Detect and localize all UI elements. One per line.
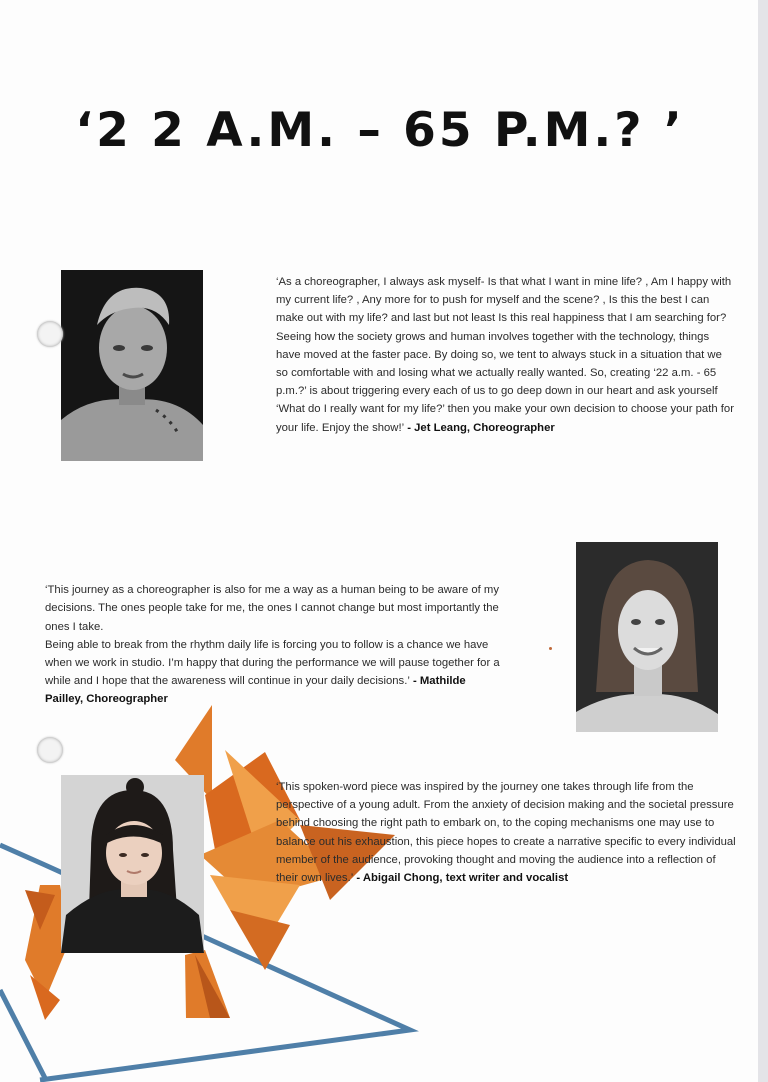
portrait-photo	[576, 542, 718, 732]
writer-photo-abigail	[61, 775, 204, 953]
page-edge	[758, 0, 768, 1082]
binder-hole	[37, 737, 63, 763]
quote-block-jet	[276, 273, 736, 437]
page-title: ‘2 2 A.M. – 65 P.M.? ’	[75, 103, 685, 158]
quote-credit: - Mathilde Pailley, Choreographer	[45, 675, 466, 706]
binder-hole	[37, 321, 63, 347]
orange-shard	[230, 910, 290, 970]
quote-block-abigail	[276, 778, 736, 887]
portrait-photo	[61, 270, 203, 461]
choreographer-photo-jet	[61, 270, 203, 461]
blue-line	[0, 990, 45, 1078]
choreographer-photo-mathilde	[576, 542, 718, 732]
quote-text: ‘This journey as a choreographer is also for me a way as a human being to be aware of my decisions. The ones people take for me, the ones I cannot change but most importantly the ones I take. Being able to break from the rhythm daily life is forcing you to follow is a chance we have when we work in studio. I’m happy that during the performance we will pause together for a while and I hope that the awareness will continue in your daily decisions.’	[45, 584, 500, 688]
quote-credit: - Jet Leang, Choreographer	[404, 421, 555, 434]
quote-text: ‘As a choreographer, I always ask myself- Is that what I want in mine life? , Am I happy with my current life? , Any more for to push for myself and the scene? , Is this the best I can make out with my life? and last but not least Is this real happiness that I am searching for? Seeing how the society grows and human involves together with the technology, things have moved at the faster pace. By doing so, we tent to always stuck in a situation that we so comfortable with and losing what we actually really wanted. So, creating ‘22 a.m. - 65 p.m.?’ is about triggering every each of us to go deep down in our heart and ask yourself ‘What do I really want for my life?’ then you make your own decision to choose your path for your life. Enjoy the show!’	[276, 276, 734, 434]
speck	[549, 647, 552, 650]
quote-credit: - Abigail Chong, text writer and vocalist	[353, 872, 569, 885]
portrait-photo	[61, 775, 204, 953]
quote-block-mathilde	[45, 563, 505, 709]
quote-text: ‘This spoken-word piece was inspired by the journey one takes through life from the perspective of a young adult. From the anxiety of decision making and the societal pressure behind choosing the right path to embark on, to the coping mechanisms one may use to balance out his exhaustion, this piece hopes to create a narrative specific to every individual member of the audience, provoking thought and moving the audience into a reflection of their own lives.’	[276, 781, 736, 885]
